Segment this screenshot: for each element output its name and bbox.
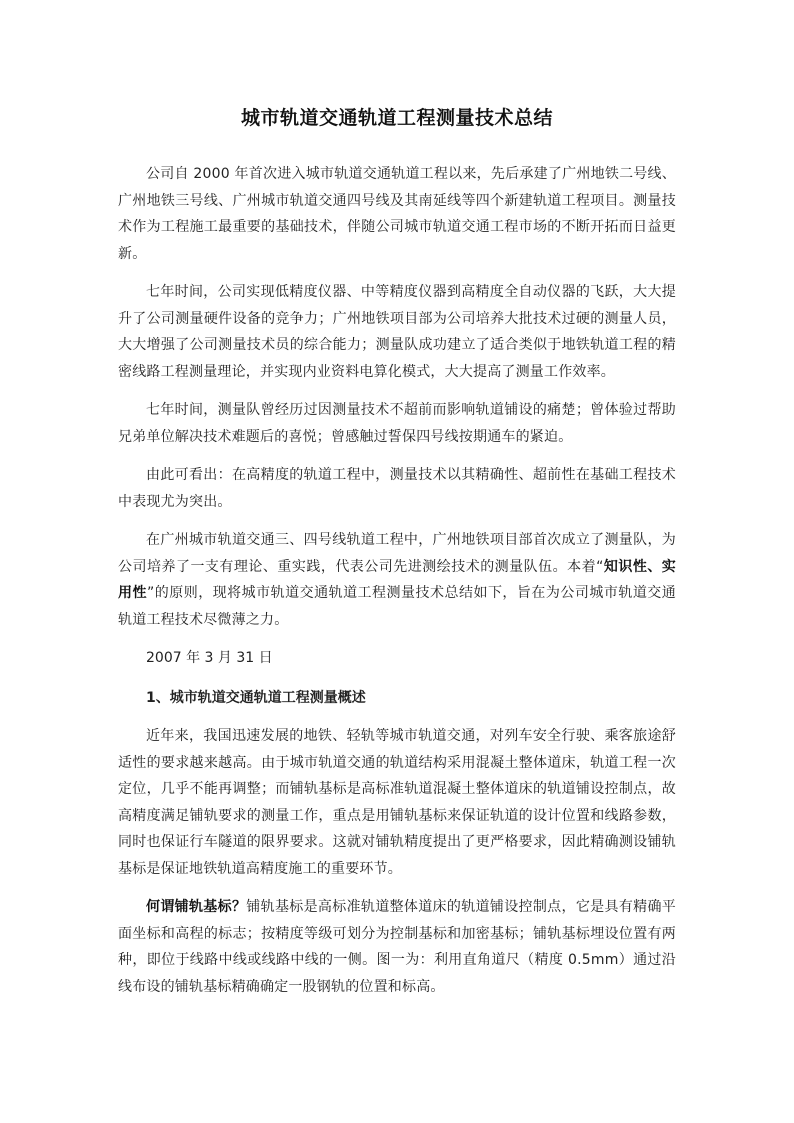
- paragraph-intro: 公司自 2000 年首次进入城市轨道交通轨道工程以来，先后承建了广州地铁二号线、广州地铁三号线、广州城市轨道交通四号线及其南延线等四个新建轨道工程项目。测量技术作为工程施工最重要的基础技术，伴随公司城市轨道交通工程市场的不断开拓而日益更新。: [118, 166, 676, 262]
- document-date: 2007 年 3 月 31 日: [146, 650, 273, 666]
- section-heading-1: 1、城市轨道交通轨道工程测量概述: [146, 690, 366, 706]
- paragraph-purpose-emphasis: 知识性、实用性: [118, 558, 677, 601]
- paragraph-overview: 近年来，我国迅速发展的地铁、轻轨等城市轨道交通，对列车安全行驶、乘客旅途舒适性的要求越来越高。由于城市轨道交通的轨道结构采用混凝土整体道床，轨道工程一次定位，几乎不能再调整；而铺轨基标是高标准轨道混凝土整体道床的轨道铺设控制点，故高精度满足铺轨要求的测量工作，重点是用铺轨基标来保证轨道的设计位置和线路参数，同时也保证行车隧道的限界要求。这就对铺轨精度提出了更严格要求，因此精确测设铺轨基标是保证地铁轨道高精度施工的重要环节。: [118, 728, 676, 877]
- definition-text: 铺轨基标是高标准轨道整体道床的轨道铺设控制点，它是具有精确平面坐标和高程的标志；按精度等级可划分为控制基标和加密基标；铺轨基标埋设位置有两种，即位于线路中线或线路中线的一侧。图一为：利用直角道尺（精度 0.5mm）通过沿线布设的铺轨基标精确确定一股钢轨的位置和标高。: [118, 899, 676, 995]
- paragraph-purpose-text-after: ”的原则，现将城市轨道交通轨道工程测量技术总结如下，旨在为公司城市轨道交通轨道工程技术尽微薄之力。: [118, 585, 676, 628]
- paragraph-definition: [118, 894, 676, 1000]
- paragraph-purpose-text-before: 在广州城市轨道交通三、四号线轨道工程中，广州地铁项目部首次成立了测量队，为公司培养了一支有理论、重实践，代表公司先进测绘技术的测量队伍。本着“: [118, 532, 676, 575]
- paragraph-purpose: [118, 527, 676, 633]
- definition-question: 何谓铺轨基标？: [146, 899, 247, 915]
- paragraph-seven-years-experience: 七年时间，测量队曾经历过因测量技术不超前而影响轨道铺设的痛楚；曾体验过帮助兄弟单位解决技术难题后的喜悦；曾感触过誓保四号线按期通车的紧迫。: [118, 402, 676, 445]
- document-title: 城市轨道交通轨道工程测量技术总结: [240, 107, 553, 129]
- paragraph-seven-years-equipment: 七年时间，公司实现低精度仪器、中等精度仪器到高精度全自动仪器的飞跃，大大提升了公司测量硬件设备的竞争力；广州地铁项目部为公司培养大批技术过硬的测量人员，大大增强了公司测量技术员的综合能力；测量队成功建立了适合类似于地铁轨道工程的精密线路工程测量理论，并实现内业资料电算化模式，大大提高了测量工作效率。: [118, 284, 676, 380]
- paragraph-conclusion: 由此可看出：在高精度的轨道工程中，测量技术以其精确性、超前性在基础工程技术中表现尤为突出。: [118, 467, 676, 510]
- document-page: [118, 100, 676, 1012]
